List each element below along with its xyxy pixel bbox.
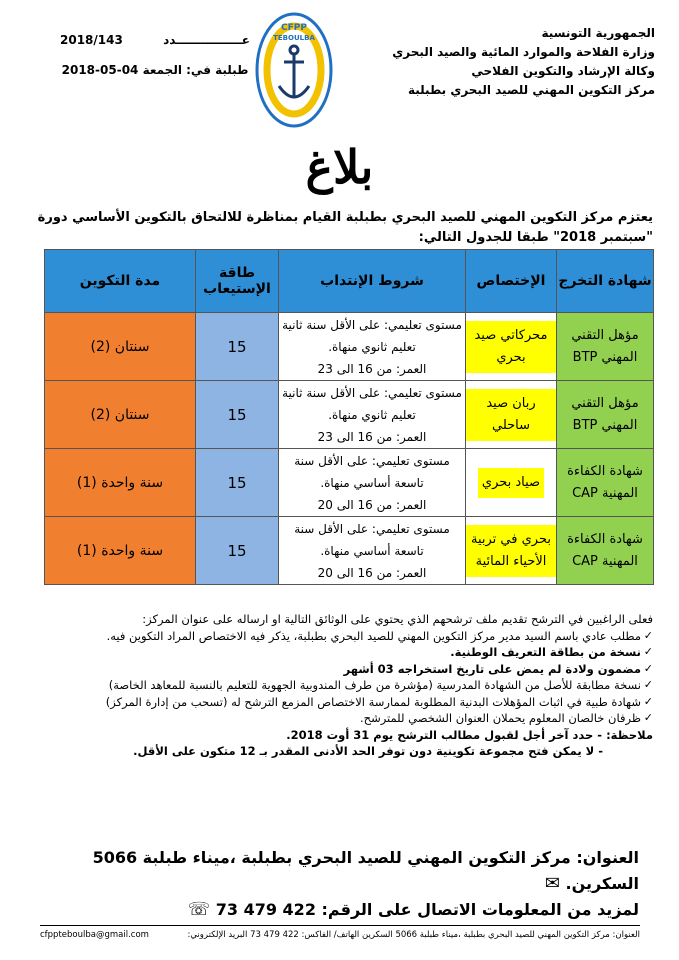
cond-age: العمر: من 16 الى 20 (317, 565, 427, 580)
header-cert: شهادة التخرج (557, 250, 654, 313)
footer-divider (40, 925, 640, 926)
deadline-note: ملاحظة: - حدد آخر أجل لقبول مطالب الترشح يوم 31 أوت 2018. (286, 727, 653, 742)
footer-address: العنوان: مركز التكوين المهني للصيد البحري بطبلبة ،ميناء طبلبة 5066 السكرين الهاتف/ الفاكس: 422 479 73 البريد الإلكتروني: (187, 930, 640, 940)
logo-top-text: CFPP (281, 23, 307, 33)
cond-level: مستوى تعليمي: على الأقل سنة ثانية تعليم ثانوي منهاة. (282, 385, 462, 422)
documents-list (13, 628, 653, 727)
capacity-cell: 15 (196, 449, 279, 517)
address-block (19, 845, 639, 923)
cond-age: العمر: من 16 الى 23 (317, 429, 427, 444)
table-row (45, 313, 654, 381)
list-item: ✓ ظرفان خالصان المعلوم يحملان العنوان الشخصي للمترشح. (13, 710, 641, 727)
capacity-cell: 15 (196, 517, 279, 585)
duration-cell: سنتان (2) (45, 313, 196, 381)
page-title: بلاغ (305, 140, 374, 194)
header-line: الجمهورية التونسية (541, 26, 655, 40)
table-row (45, 381, 654, 449)
documents-lead: فعلى الراغبين في الترشح تقديم ملف ترشحهم الذي يحتوي على الوثائق التالية او ارساله على عنوان المركز: (142, 612, 653, 626)
institution-header (375, 24, 655, 100)
duration-cell: سنة واحدة (1) (45, 449, 196, 517)
cfpp-logo (255, 10, 333, 130)
cond-cell (279, 517, 466, 585)
cert-cell: مؤهل التقني المهني BTP (557, 381, 654, 449)
spec-label: ربان صيد ساحلي (466, 389, 556, 441)
footer (40, 930, 640, 940)
capacity-cell: 15 (196, 313, 279, 381)
cond-level: مستوى تعليمي: على الأقل سنة تاسعة أساسي منهاة. (294, 453, 450, 490)
spec-cell (466, 381, 557, 449)
reference-label: عــــــــــــــــدد (163, 33, 250, 47)
header-cond: شروط الإنتداب (279, 250, 466, 313)
cert-cell: مؤهل التقني المهني BTP (557, 313, 654, 381)
footer-email[interactable]: cfppteboulba@gmail.com (40, 930, 149, 940)
spec-cell (466, 517, 557, 585)
cond-age: العمر: من 16 الى 23 (317, 361, 427, 376)
required-documents (13, 611, 653, 760)
minimum-note: - لا يمكن فتح مجموعة تكوينية دون توفر الحد الأدنى المقدر بـ 12 متكون على الأقل. (133, 744, 603, 758)
table-row (45, 449, 654, 517)
intro-text: يعتزم مركز التكوين المهني للصيد البحري بطبلبة القيام بمناظرة للالتحاق بالتكوين الأساسي دورة "سبتمبر 2018" طبقا للجدول التالي: (37, 210, 653, 245)
cond-age: العمر: من 16 الى 20 (317, 497, 427, 512)
list-item: ✓ مضمون ولادة لم يمض على تاريخ استخراجه 03 أشهر (13, 661, 641, 678)
spec-cell (466, 313, 557, 381)
reference-number: 2018/143 (60, 33, 123, 47)
cert-cell: شهادة الكفاءة المهنية CAP (557, 517, 654, 585)
spec-cell (466, 449, 557, 517)
duration-cell: سنة واحدة (1) (45, 517, 196, 585)
spec-label: بحري في تربية الأحياء المائية (466, 525, 556, 577)
list-item: ✓ نسخة من بطاقة التعريف الوطنية. (13, 644, 641, 661)
cond-cell (279, 381, 466, 449)
cond-cell (279, 313, 466, 381)
phone-icon: ☏ (187, 899, 211, 920)
header-line: وزارة الفلاحة والموارد المائية والصيد البحري (392, 45, 655, 59)
list-item: ✓ نسخة مطابقة للأصل من الشهادة المدرسية (مؤشرة من طرف المندوبية الجهوية للتعليم بالنسبة للمعاهد الخاصة) (13, 677, 641, 694)
reference-block (60, 30, 250, 80)
list-item: ✓ شهادة طبية في اثبات المؤهلات البدنية المطلوبة لممارسة الاختصاص المزمع الترشح له (تسحب من إدارة المركز) (13, 694, 641, 711)
spec-label: محركاتي صيد بحري (466, 321, 556, 373)
spec-label: صياد بحري (478, 468, 544, 498)
header-line: مركز التكوين المهني للصيد البحري بطبلبة (407, 83, 655, 97)
table-row (45, 517, 654, 585)
cert-cell: شهادة الكفاءة المهنية CAP (557, 449, 654, 517)
cond-level: مستوى تعليمي: على الأقل سنة ثانية تعليم ثانوي منهاة. (282, 317, 462, 354)
header-dur: مدة التكوين (45, 250, 196, 313)
header-spec: الإختصاص (466, 250, 557, 313)
header-cap: طاقة الإستيعاب (196, 250, 279, 313)
cond-level: مستوى تعليمي: على الأقل سنة تاسعة أساسي منهاة. (294, 521, 450, 558)
contact-line: لمزيد من المعلومات الاتصال على الرقم: 422 479 73 (215, 900, 639, 919)
logo-sub-text: TEBOULBA (273, 34, 315, 42)
header-line: وكالة الإرشاد والتكوين الفلاحي (471, 64, 655, 78)
date-line: طبلبة في: الجمعة 04-05-2018 (61, 63, 249, 77)
duration-cell: سنتان (2) (45, 381, 196, 449)
address-line: العنوان: مركز التكوين المهني للصيد البحري بطبلبة ،ميناء طبلبة 5066 السكرين. (92, 848, 639, 893)
list-item: ✓ مطلب عادي باسم السيد مدير مركز التكوين المهني للصيد البحري بطبلبة، يذكر فيه الاختصاص المراد التكوين فيه. (13, 628, 641, 645)
envelope-icon: ✉ (544, 873, 560, 894)
capacity-cell: 15 (196, 381, 279, 449)
cond-cell (279, 449, 466, 517)
training-table (44, 249, 654, 585)
